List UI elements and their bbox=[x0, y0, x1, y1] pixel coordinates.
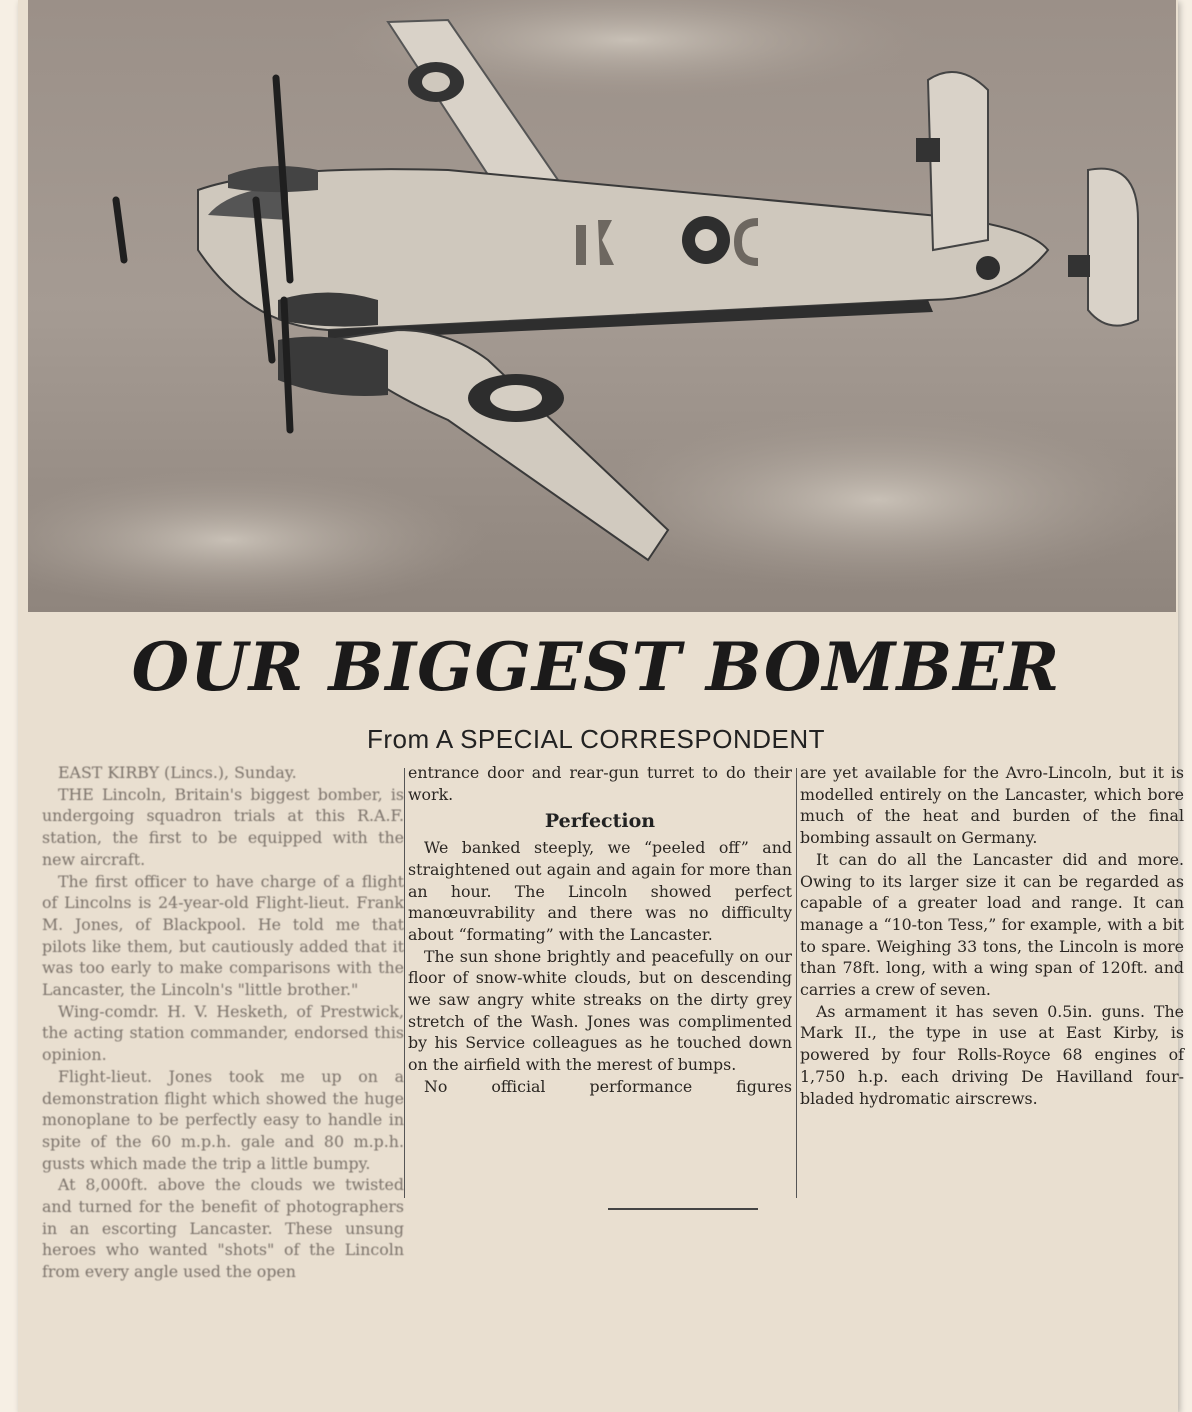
paragraph: entrance door and rear-gun turret to do their work. bbox=[408, 763, 792, 804]
column-rule bbox=[404, 768, 405, 1198]
article-column-2 bbox=[408, 762, 792, 1098]
paragraph: The sun shone brightly and peacefully on our floor of snow-white clouds, but on descending we saw angry white streaks on the dirty grey stretch of the Wash. Jones was complimented by his Service colleagues as he touched down on the airfield with the merest of bumps. bbox=[408, 946, 792, 1075]
paragraph: Wing-comdr. H. V. Hesketh, of Prestwick, the acting station commander, endorsed this opinion. bbox=[42, 1001, 404, 1065]
byline: From A SPECIAL CORRESPONDENT bbox=[366, 724, 826, 754]
paragraph: No official performance figures bbox=[424, 1076, 792, 1096]
paragraph: We banked steeply, we “peeled off” and straightened out again and again for more than an hour. The Lincoln showed perfect manœuvrability and there was no difficulty about “formating” with the Lancaster. bbox=[408, 838, 792, 944]
end-rule bbox=[608, 1208, 758, 1210]
paragraph: The first officer to have charge of a flight of Lincolns is 24-year-old Flight-lieut. Frank M. Jones, of Blackpool. He told me that pilots like them, but cautiously added that it was too early to make comparisons with the Lancaster, the Lincoln's "little brother." bbox=[42, 871, 404, 1000]
headline: OUR BIGGEST BOMBER bbox=[131, 628, 1061, 706]
paragraph: It can do all the Lancaster did and more. Owing to its larger size it can be regarded as capable of a greater load and range. It can manage a “10-ton Tess,” for example, with a bit to spare. Weighing 33 tons, the Lincoln is more than 78ft. long, with a wing span of 120ft. and carries a crew of seven. bbox=[800, 849, 1184, 1000]
paragraph: are yet available for the Avro-Lincoln, but it is modelled entirely on the Lancaster, which bore much of the heat and burden of the final bombing assault on Germany. bbox=[800, 763, 1184, 848]
column-rule bbox=[796, 768, 797, 1198]
subheading: Perfection bbox=[544, 810, 656, 833]
paragraph: THE Lincoln, Britain's biggest bomber, is undergoing squadron trials at this R.A.F. station, the first to be equipped with the new aircraft. bbox=[42, 784, 404, 869]
paragraph: At 8,000ft. above the clouds we twisted and turned for the benefit of photographers in an escorting Lancaster. These unsung heroes who wanted "shots" of the Lincoln from every angle used the open bbox=[42, 1175, 404, 1282]
article-column-3 bbox=[800, 762, 1184, 1109]
bomber-photograph bbox=[28, 0, 1176, 612]
paragraph: Flight-lieut. Jones took me up on a demonstration flight which showed the huge monoplane to be perfectly easy to handle in spite of the 60 m.p.h. gale and 80 m.p.h. gusts which made the trip a little bumpy. bbox=[42, 1066, 404, 1173]
dateline: EAST KIRBY (Lincs.), Sunday. bbox=[58, 763, 297, 782]
article-column-1 bbox=[42, 762, 404, 1412]
paragraph: As armament it has seven 0.5in. guns. The Mark II., the type in use at East Kirby, is powered by four Rolls-Royce 68 engines of 1,750 h.p. each driving De Havilland four-bladed hydromatic airscrews. bbox=[800, 1001, 1184, 1108]
bomber-photo-svg bbox=[28, 0, 1176, 612]
